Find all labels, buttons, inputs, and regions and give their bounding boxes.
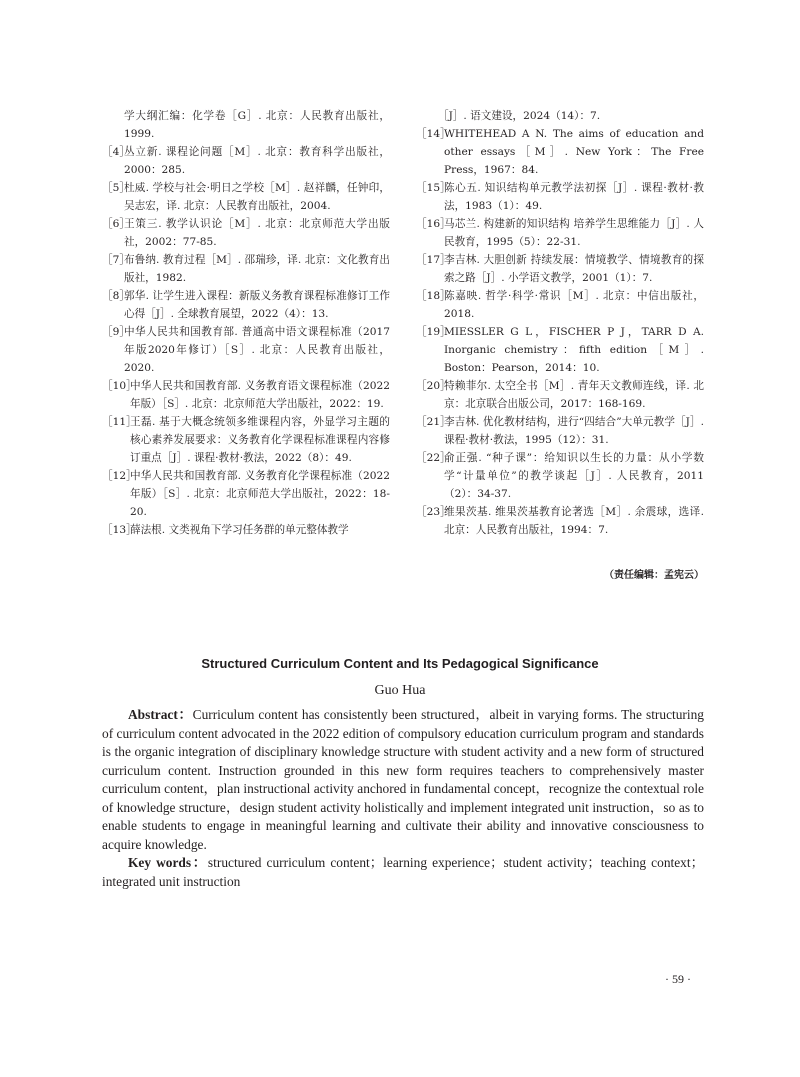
page-number: · 59 · <box>665 972 691 986</box>
reference-number: ［16］ <box>416 218 451 230</box>
reference-item <box>102 377 390 413</box>
reference-text: 中华人民共和国教育部. 义务教育化学课程标准（2022年版）［S］. 北京：北京师范大学出版社，2022：18-20. <box>130 470 390 518</box>
reference-number: ［10］ <box>102 380 137 392</box>
reference-text: 中华人民共和国教育部. 义务教育语文课程标准（2022年版）［S］. 北京：北京师范大学出版社，2022：19. <box>130 380 390 410</box>
right-reference-column <box>416 107 704 539</box>
keywords-paragraph <box>102 854 704 891</box>
abstract-paragraph <box>102 706 704 854</box>
reference-continuation: ［J］. 语文建设，2024（14）：7. <box>438 110 601 122</box>
reference-text: MIESSLER G L，FISCHER P J，TARR D A. Inorganic chemistry：fifth edition［M］. Boston：Pearson，2014：10. <box>444 326 704 374</box>
reference-text: 丛立新. 课程论问题［M］. 北京：教育科学出版社，2000：285. <box>124 146 390 176</box>
reference-text: 中华人民共和国教育部. 普通高中语文课程标准（2017年版2020年修订）［S］. 北京：人民教育出版社，2020. <box>124 326 390 374</box>
reference-number: ［15］ <box>416 182 451 194</box>
reference-item <box>102 413 390 467</box>
reference-text: 郭华. 让学生进入课程：新版义务教育课程标准修订工作心得［J］. 全球教育展望，2022（4）：13. <box>124 290 390 320</box>
reference-item <box>416 251 704 287</box>
reference-text: 俞正强. “种子课”：给知识以生长的力量：从小学数学“计量单位”的教学谈起［J］. 人民教育，2011（2）：34-37. <box>444 452 704 500</box>
reference-item <box>416 125 704 179</box>
reference-item <box>416 413 704 449</box>
reference-item <box>102 179 390 215</box>
reference-text: 特赖菲尔. 太空全书［M］. 青年天文教师连线，译. 北京：北京联合出版公司，2017：168-169. <box>444 380 704 410</box>
right-reference-list <box>416 125 704 539</box>
reference-item <box>102 323 390 377</box>
reference-number: ［22］ <box>416 452 451 464</box>
keywords-text: structured curriculum content；learning experience；student activity；teaching context；integrated unit instruction <box>102 855 704 889</box>
responsible-editor-note: （责任编辑：孟宪云） <box>604 570 704 581</box>
keywords-label: Key words： <box>128 855 208 870</box>
reference-item <box>416 215 704 251</box>
reference-number: ［4］ <box>102 146 130 158</box>
reference-item <box>416 377 704 413</box>
reference-item <box>416 287 704 323</box>
english-author: Guo Hua <box>374 683 426 698</box>
reference-number: ［18］ <box>416 290 451 302</box>
reference-item <box>416 323 704 377</box>
reference-number: ［20］ <box>416 380 451 392</box>
reference-text: 杜威. 学校与社会·明日之学校［M］. 赵祥麟，任钟印，吴志宏，译. 北京：人民教育出版社，2004. <box>124 182 390 212</box>
reference-text: 陈嘉映. 哲学·科学·常识［M］. 北京：中信出版社，2018. <box>444 290 704 320</box>
reference-text: 李吉林. 大胆创新 持续发展：情境教学、情境教育的探索之路［J］. 小学语文教学，2001（1）：7. <box>444 254 704 284</box>
reference-item <box>102 215 390 251</box>
english-title: Structured Curriculum Content and Its Pedagogical Significance <box>201 656 599 671</box>
reference-text: 维果茨基. 维果茨基教育论著选［M］. 余震球，选译. 北京：人民教育出版社，1994：7. <box>444 506 704 536</box>
reference-number: ［21］ <box>416 416 451 428</box>
reference-item <box>102 467 390 521</box>
reference-item <box>102 251 390 287</box>
reference-text: 陈心五. 知识结构单元教学法初探［J］. 课程·教材·教法，1983（1）：49. <box>444 182 704 212</box>
reference-continuation: 学大纲汇编：化学卷［G］. 北京：人民教育出版社，1999. <box>124 110 390 140</box>
left-reference-column <box>102 107 390 539</box>
reference-number: ［12］ <box>102 470 137 482</box>
reference-number: ［5］ <box>102 182 130 194</box>
reference-number: ［6］ <box>102 218 130 230</box>
reference-number: ［14］ <box>416 128 451 140</box>
reference-number: ［9］ <box>102 326 130 338</box>
reference-number: ［17］ <box>416 254 451 266</box>
english-abstract-block <box>102 706 704 891</box>
abstract-label: Abstract： <box>128 707 193 722</box>
reference-item <box>416 503 704 539</box>
reference-number: ［13］ <box>102 524 137 536</box>
reference-text: 马芯兰. 构建新的知识结构 培养学生思维能力［J］. 人民教育，1995（5）：22-31. <box>444 218 704 248</box>
reference-text: 李吉林. 优化教材结构，进行“四结合”大单元教学［J］. 课程·教材·教法，1995（12）：31. <box>444 416 704 446</box>
reference-number: ［8］ <box>102 290 130 302</box>
reference-item <box>102 287 390 323</box>
reference-item <box>102 521 390 539</box>
reference-item <box>102 143 390 179</box>
reference-item <box>416 179 704 215</box>
reference-text: 王磊. 基于大概念统领多维课程内容，外显学习主题的核心素养发展要求：义务教育化学课程标准课程内容修订重点［J］. 课程·教材·教法，2022（8）：49. <box>130 416 390 464</box>
reference-text: 布鲁纳. 教育过程［M］. 邵瑞珍，译. 北京：文化教育出版社，1982. <box>124 254 390 284</box>
reference-item <box>416 449 704 503</box>
reference-number: ［7］ <box>102 254 130 266</box>
left-reference-list <box>102 143 390 539</box>
reference-text: 薛法根. 文类视角下学习任务群的单元整体教学 <box>130 524 349 536</box>
reference-number: ［19］ <box>416 326 451 338</box>
abstract-text: Curriculum content has consistently been structured，albeit in varying forms. The structuring of curriculum content advocated in the 2022 edition of compulsory education curriculum program and standards is the organic integration of disciplinary knowledge structure with student activity and a new form of structured curriculum content. Instruction grounded in this new form requires teachers to comprehensively master curriculum content，plan instructional activity anchored in fundamental concept，recognize the contextual role of knowledge structure，design student activity holistically and implement integrated unit instruction，so as to enable students to engage in meaningful learning and cultivate their ability and innovative consciousness to acquire knowledge. <box>102 707 704 852</box>
reference-text: WHITEHEAD A N. The aims of education and other essays［M］. New York：The Free Press，1967：84. <box>444 128 704 176</box>
reference-number: ［23］ <box>416 506 451 518</box>
reference-number: ［11］ <box>102 416 137 428</box>
reference-text: 王策三. 教学认识论［M］. 北京：北京师范大学出版社，2002：77-85. <box>124 218 390 248</box>
